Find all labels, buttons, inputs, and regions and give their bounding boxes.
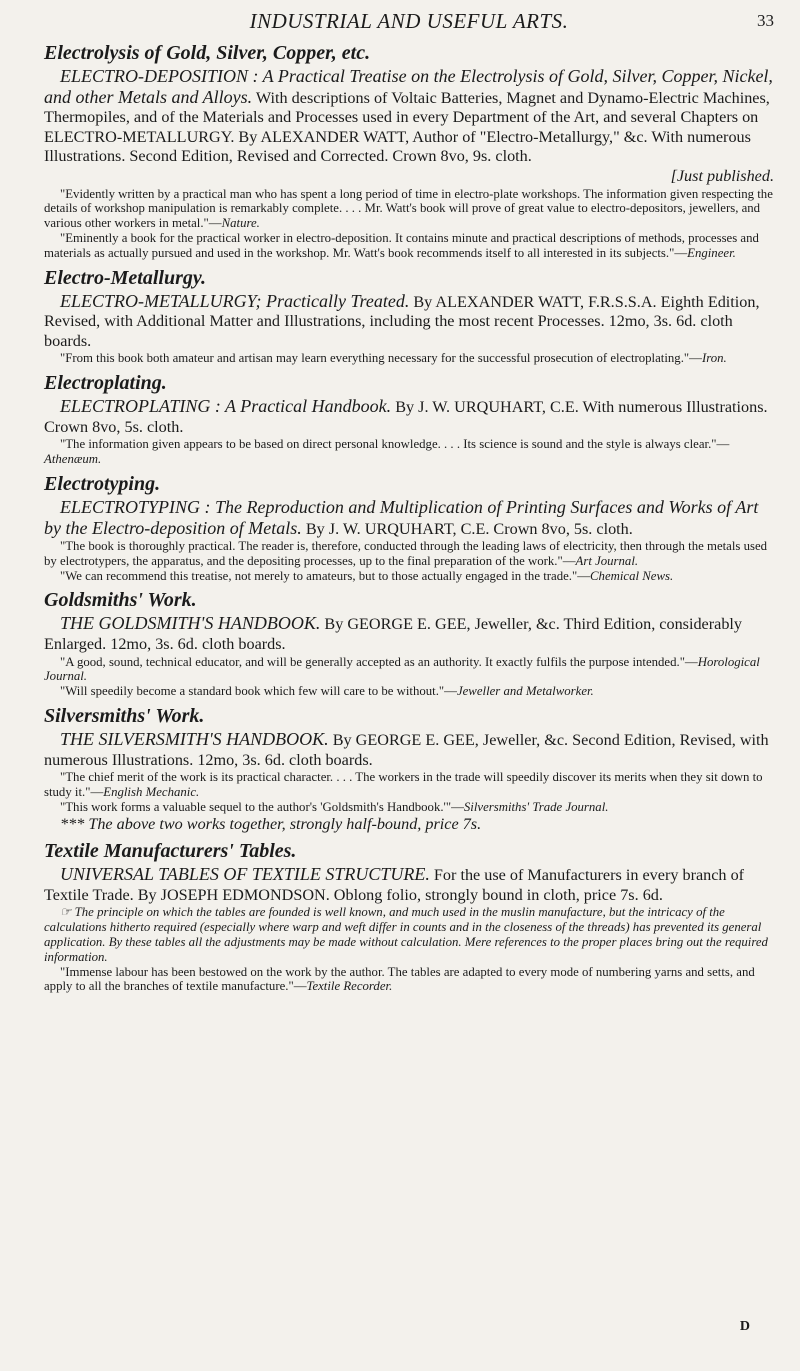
review-source: Chemical News. <box>590 568 674 583</box>
book-entry-electro-deposition <box>44 67 774 187</box>
signature-mark: D <box>739 1319 750 1334</box>
review-quote <box>44 655 774 685</box>
review-text: "This work forms a valuable sequel to the author's 'Goldsmith's Handbook.'"— <box>60 799 464 814</box>
review-quote <box>44 965 774 995</box>
book-title: ELECTROTYPING : The Reproduction and Multiplication of Printing Surfaces and Works of Art by the Electro-deposition of Metals. <box>44 496 759 538</box>
book-title: ELECTRO-METALLURGY; Practically Treated. <box>60 290 410 311</box>
book-title: UNIVERSAL TABLES OF TEXTILE STRUCTURE. <box>60 864 430 885</box>
page-number: 33 <box>757 11 774 30</box>
review-quote <box>44 231 774 261</box>
book-description: For the use of Manufacturers in every branch of Textile Trade. By JOSEPH EDMONDSON. Oblong folio, strongly bound in cloth, price 7s. 6d. <box>44 866 745 904</box>
book-title: THE GOLDSMITH'S HANDBOOK. <box>60 613 321 634</box>
review-quote <box>44 539 774 569</box>
review-source: Silversmiths' Trade Journal. <box>463 799 609 814</box>
review-quote <box>44 569 774 584</box>
section-heading-silversmiths-work: Silversmiths' Work. <box>44 705 205 728</box>
running-head <box>44 6 774 36</box>
section-heading-goldsmiths-work: Goldsmiths' Work. <box>44 589 197 612</box>
book-description: By GEORGE E. GEE, Jeweller, &c. Third Edition, considerably Enlarged. 12mo, 3s. 6d. cloth boards. <box>44 615 743 654</box>
review-quote <box>44 351 774 366</box>
running-head-title: INDUSTRIAL AND USEFUL ARTS. <box>249 9 569 33</box>
review-source: Nature. <box>221 216 260 231</box>
review-text: "From this book both amateur and artisan may learn everything necessary for the successful prosecution of electroplating."— <box>60 351 702 366</box>
book-entry-silversmiths-handbook <box>44 730 774 770</box>
review-text: "The information given appears to be based on direct personal knowledge. . . . Its science is sound and the style is always clear."— <box>60 437 730 452</box>
review-source: Textile Recorder. <box>306 979 393 994</box>
review-quote <box>44 684 774 699</box>
book-description: By ALEXANDER WATT, F.R.S.S.A. Eighth Edition, Revised, with Additional Matter and Illustrations, including the most recent Processes. 12mo, 3s. 6d. cloth boards. <box>44 292 760 350</box>
review-source: Jeweller and Metalworker. <box>456 684 594 699</box>
review-source: Art Journal. <box>575 553 639 568</box>
review-quote <box>44 800 774 815</box>
book-entry-electrotyping <box>44 498 774 539</box>
review-text: "Eminently a book for the practical worker in electro-deposition. It contains minute and practical descriptions of methods, processes and materials as actually pursued and used in the workshop. Mr. Watt's book recommends itself to all interested in its subjects."— <box>44 230 759 260</box>
book-title: THE SILVERSMITH'S HANDBOOK. <box>60 729 329 750</box>
section-heading-textile-tables: Textile Manufacturers' Tables. <box>44 840 297 863</box>
book-entry-electroplating <box>44 397 774 437</box>
book-title: ELECTROPLATING : A Practical Handbook. <box>60 396 392 417</box>
review-text: "Will speedily become a standard book which few will care to be without."— <box>60 684 457 699</box>
review-text: "We can recommend this treatise, not merely to amateurs, but to those actually engaged in the trade."— <box>60 568 591 583</box>
section-heading-electrolysis: Electrolysis of Gold, Silver, Copper, etc. <box>44 42 371 64</box>
review-source: Horological Journal. <box>44 654 760 684</box>
book-entry-textile-tables <box>44 865 774 905</box>
review-text: "A good, sound, technical educator, and will be generally accepted as an authority. It exactly fulfils the purpose intended."— <box>60 654 698 669</box>
book-description: With descriptions of Voltaic Batteries, Magnet and Dynamo-Electric Machines, Thermopiles, and of the Materials and Processes used in every Department of the Art, and several Chapters on ELECTRO-METALLURGY. By ALEXANDER WATT, Author of "Electro-Metallurgy," &c. With numerous Illustrations. Second Edition, Revised and Corrected. Crown 8vo, 9s. cloth. <box>44 88 770 166</box>
review-source: English Mechanic. <box>103 785 200 800</box>
book-entry-electro-metallurgy <box>44 292 774 352</box>
review-source: Iron. <box>701 351 727 366</box>
publisher-note-text: ☞ The principle on which the tables are founded is well known, and much used in the muslin manufacture, but the intricacy of the calculations hitherto required (especially where warp and weft differ in counts and in the closeness of the threads) has prevented its general application. By these tables all the adjustments may be made without calculation. Mere references to the proper places bring out the required information. <box>44 905 768 964</box>
review-text: "Evidently written by a practical man who has spent a long period of time in electro-plate workshops. The information given respecting the details of workshop manipulation is remarkably complete. . . . Mr. Watt's book will prove of great value to electro-depositors, jewellers, and various other workers in metal."— <box>44 186 773 231</box>
book-description: By GEORGE E. GEE, Jeweller, &c. Second Edition, Revised, with numerous Illustrations. 12mo, 3s. 6d. cloth boards. <box>44 731 769 769</box>
section-heading-electroplating: Electroplating. <box>44 372 167 395</box>
section-heading-electro-metallurgy: Electro-Metallurgy. <box>44 266 207 289</box>
review-quote <box>44 187 774 231</box>
review-source: Athenæum. <box>44 452 102 467</box>
publisher-note <box>44 905 774 964</box>
publication-status: [Just published. <box>670 166 774 185</box>
review-text: "The book is thoroughly practical. The reader is, therefore, conducted through the leading laws of electricity, then through the metals used by electrotypers, the apparatus, and the depositing processes, up to the final preparation of the work."— <box>44 539 768 568</box>
review-quote <box>44 770 774 800</box>
review-text: "The chief merit of the work is its practical character. . . . The workers in the trade will speedily discover its merits when they sit down to study it."— <box>44 770 763 800</box>
section-heading-electrotyping: Electrotyping. <box>44 472 161 495</box>
review-text: "Immense labour has been bestowed on the work by the author. The tables are adapted to every mode of numbering yarns and setts, and apply to all the branches of textile manufacture."— <box>44 964 755 994</box>
book-title: ELECTRO-DEPOSITION : A Practical Treatise on the Electrolysis of Gold, Silver, Copper, Nickel, and other Metals and Alloys. <box>44 66 773 107</box>
combined-price-note: *** The above two works together, strongly half-bound, price 7s. <box>60 814 482 833</box>
book-description: By J. W. URQUHART, C.E. With numerous Illustrations. Crown 8vo, 5s. cloth. <box>44 398 768 436</box>
book-description: By J. W. URQUHART, C.E. Crown 8vo, 5s. cloth. <box>305 519 633 538</box>
book-entry-goldsmiths-handbook <box>44 614 774 654</box>
review-source: Engineer. <box>687 245 736 260</box>
review-quote <box>44 437 774 467</box>
